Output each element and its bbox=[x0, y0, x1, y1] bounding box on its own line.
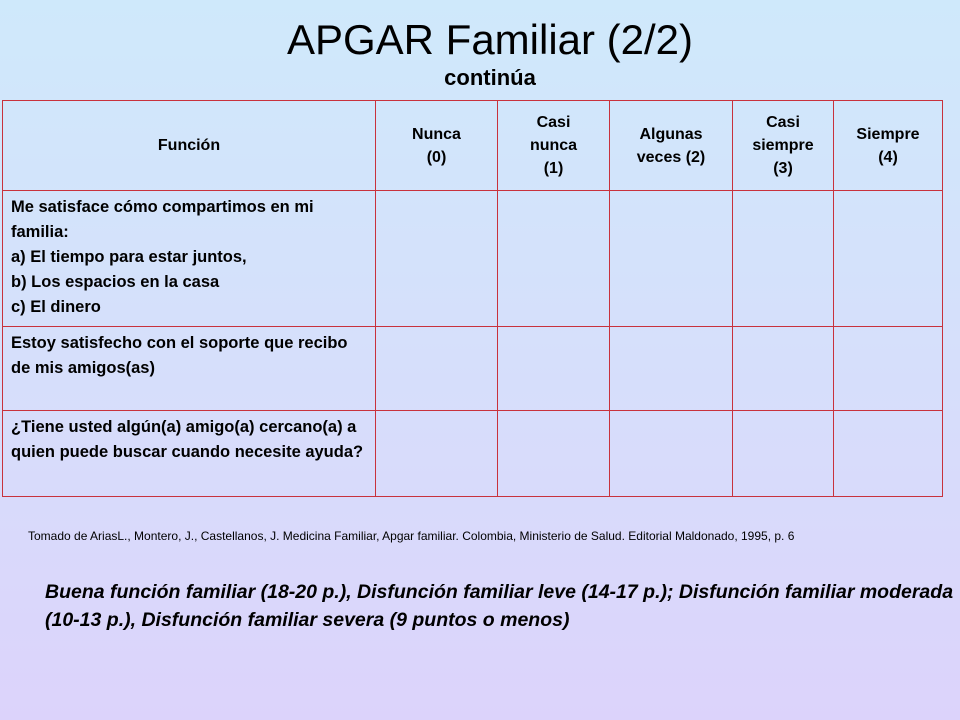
answer-cell-siempre[interactable] bbox=[834, 411, 943, 497]
answer-cell-siempre[interactable] bbox=[834, 327, 943, 411]
function-text: a) El tiempo para estar juntos, bbox=[11, 248, 247, 266]
function-text: b) Los espacios en la casa bbox=[11, 273, 220, 291]
scoring-summary: Buena función familiar (18-20 p.), Disfunción familiar leve (14-17 p.); Disfunción familiar moderada (10-13 p.), Disfunción familiar severa (9 puntos o menos) bbox=[45, 581, 954, 631]
function-cell bbox=[3, 411, 376, 497]
table-header-row bbox=[3, 101, 943, 191]
answer-cell-casi-nunca[interactable] bbox=[498, 411, 610, 497]
answer-cell-casi-siempre[interactable] bbox=[733, 411, 834, 497]
function-text: c) El dinero bbox=[11, 298, 101, 316]
column-header-nunca: Nunca (0) bbox=[376, 101, 498, 191]
function-cell bbox=[3, 327, 376, 411]
table-row bbox=[3, 191, 943, 327]
function-text: Me satisface cómo compartimos en mi familia: bbox=[11, 198, 314, 241]
answer-cell-casi-siempre[interactable] bbox=[733, 191, 834, 327]
answer-cell-algunas-veces[interactable] bbox=[610, 191, 733, 327]
answer-cell-casi-nunca[interactable] bbox=[498, 327, 610, 411]
function-text: Estoy satisfecho con el soporte que recibo de mis amigos(as) bbox=[11, 334, 348, 377]
column-header-casi-siempre: Casi siempre (3) bbox=[733, 101, 834, 191]
table-row bbox=[3, 411, 943, 497]
answer-cell-algunas-veces[interactable] bbox=[610, 411, 733, 497]
column-header-siempre: Siempre (4) bbox=[834, 101, 943, 191]
column-header-casi-nunca: Casi nunca (1) bbox=[498, 101, 610, 191]
function-text: ¿Tiene usted algún(a) amigo(a) cercano(a) a quien puede buscar cuando necesite ayuda? bbox=[11, 418, 364, 461]
apgar-table bbox=[2, 100, 943, 497]
answer-cell-nunca[interactable] bbox=[376, 327, 498, 411]
column-header-algunas-veces: Algunas veces (2) bbox=[610, 101, 733, 191]
answer-cell-siempre[interactable] bbox=[834, 191, 943, 327]
slide-subtitle: continúa bbox=[444, 65, 536, 90]
answer-cell-nunca[interactable] bbox=[376, 191, 498, 327]
column-header-funcion: Función bbox=[3, 101, 376, 191]
slide-title: APGAR Familiar (2/2) bbox=[286, 16, 694, 63]
reference-citation: Tomado de AriasL., Montero, J., Castellanos, J. Medicina Familiar, Apgar familiar. Colombia, Ministerio de Salud. Editorial Maldonado, 1995, p. 6 bbox=[28, 529, 795, 543]
answer-cell-casi-siempre[interactable] bbox=[733, 327, 834, 411]
answer-cell-nunca[interactable] bbox=[376, 411, 498, 497]
function-cell bbox=[3, 191, 376, 327]
answer-cell-algunas-veces[interactable] bbox=[610, 327, 733, 411]
table-row bbox=[3, 327, 943, 411]
answer-cell-casi-nunca[interactable] bbox=[498, 191, 610, 327]
